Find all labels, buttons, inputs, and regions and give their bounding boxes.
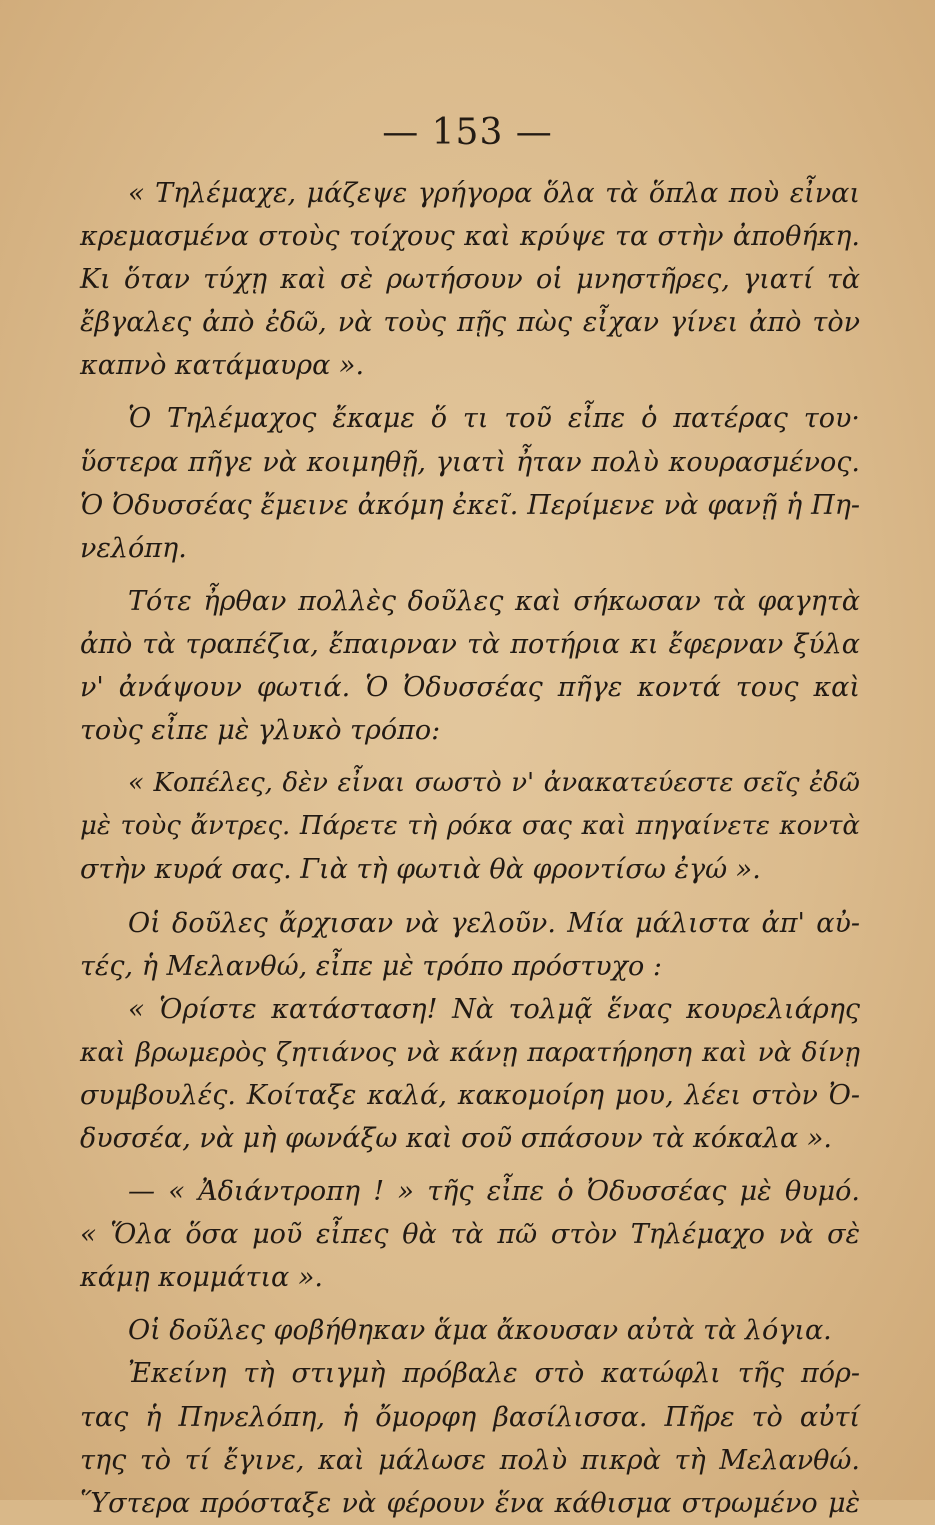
text-line: « Ὁρίστε κατάσταση! Νὰ τολμᾷ ἕνας κουρελιάρης (128, 993, 860, 1025)
text-line: Ὁ Τηλέμαχος ἔκαμε ὅ τι τοῦ εἶπε ὁ πατέρας του· (128, 403, 860, 435)
text-line: τές, ἡ Μελανθώ, εἶπε μὲ τρόπο πρόστυχο : (80, 950, 662, 982)
text-line: Κι ὅταν τύχῃ καὶ σὲ ρωτήσουν οἱ μνηστῆρες, γιατί τὰ (80, 264, 860, 296)
paragraph-gap (80, 892, 860, 902)
text-line: Ὕστερα πρόσταξε νὰ φέρουν ἕνα κάθισμα στρωμένο μὲ (80, 1487, 860, 1519)
text-line: ἔβγαλες ἀπὸ ἐδῶ, νὰ τοὺς πῇς πὼς εἶχαν γίνει ἀπὸ τὸν (80, 307, 860, 339)
text-line: μὲ τοὺς ἄντρες. Πάρετε τὴ ρόκα σας καὶ πηγαίνετε κοντὰ (80, 811, 860, 842)
text-line: νελόπη. (80, 532, 187, 564)
text-line: συμβουλές. Κοίταξε καλά, κακομοίρη μου, λέει στὸν Ὀ- (80, 1079, 860, 1111)
paragraph-gap (80, 752, 860, 762)
text-line: καὶ βρωμερὸς ζητιάνος νὰ κάνῃ παρατήρηση καὶ νὰ δίνῃ (80, 1036, 860, 1068)
text-line: δυσσέα, νὰ μὴ φωνάξω καὶ σοῦ σπάσουν τὰ κόκαλα ». (80, 1122, 832, 1154)
text-line: « Ὅλα ὅσα μοῦ εἶπες θὰ τὰ πῶ στὸν Τηλέμαχο νὰ σὲ (80, 1219, 860, 1251)
paragraph-gap (80, 1160, 860, 1170)
text-line: ν' ἀνάψουν φωτιά. Ὁ Ὀδυσσέας πῆγε κοντά τους καὶ (80, 672, 860, 704)
body-text (80, 172, 860, 1525)
text-line: κάμῃ κομμάτια ». (80, 1262, 323, 1294)
text-line: « Τηλέμαχε, μάζεψε γρήγορα ὅλα τὰ ὅπλα ποὺ εἶναι (128, 178, 860, 209)
text-line: Οἱ δοῦλες ἄρχισαν νὰ γελοῦν. Μία μάλιστα ἀπ' αὐ- (128, 907, 860, 939)
text-line: τοὺς εἶπε μὲ γλυκὸ τρόπο: (80, 715, 441, 747)
paragraph-gap (80, 1299, 860, 1309)
page-number: — 153 — (382, 112, 553, 153)
text-line: « Κοπέλες, δὲν εἶναι σωστὸ ν' ἀνακατεύεστε σεῖς ἐδῶ (128, 768, 860, 799)
text-line: Ἐκείνη τὴ στιγμὴ πρόβαλε στὸ κατώφλι τῆς πόρ- (128, 1358, 860, 1390)
text-line: κρεμασμένα στοὺς τοίχους καὶ κρύψε τα στὴν ἀποθήκη. (80, 221, 860, 253)
paragraph-gap (80, 570, 860, 580)
text-line: τας ἡ Πηνελόπη, ἡ ὄμορφη βασίλισσα. Πῆρε τὸ αὐτί (80, 1401, 860, 1433)
text-line: — « Ἀδιάντροπη ! » τῆς εἶπε ὁ Ὀδυσσέας μὲ θυμό. (128, 1176, 860, 1208)
text-line: της τὸ τί ἔγινε, καὶ μάλωσε πολὺ πικρὰ τὴ Μελανθώ. (80, 1444, 860, 1476)
text-line: ὕστερα πῆγε νὰ κοιμηθῇ, γιατὶ ἦταν πολὺ κουρασμένος. (80, 446, 860, 478)
text-line: Ὁ Ὀδυσσέας ἔμεινε ἀκόμη ἐκεῖ. Περίμενε νὰ φανῇ ἡ Πη- (80, 489, 860, 521)
text-line: ἀπὸ τὰ τραπέζια, ἔπαιρναν τὰ ποτήρια κι ἔφερναν ξύλα (80, 628, 860, 660)
text-line: καπνὸ κατάμαυρα ». (80, 350, 365, 382)
text-line: στὴν κυρά σας. Γιὰ τὴ φωτιὰ θὰ φροντίσω ἐγώ ». (80, 854, 761, 886)
text-line: Τότε ἦρθαν πολλὲς δοῦλες καὶ σήκωσαν τὰ φαγητὰ (128, 585, 860, 617)
paragraph-gap (80, 387, 860, 397)
text-line: Οἱ δοῦλες φοβήθηκαν ἅμα ἄκουσαν αὐτὰ τὰ λόγια. (128, 1315, 832, 1347)
